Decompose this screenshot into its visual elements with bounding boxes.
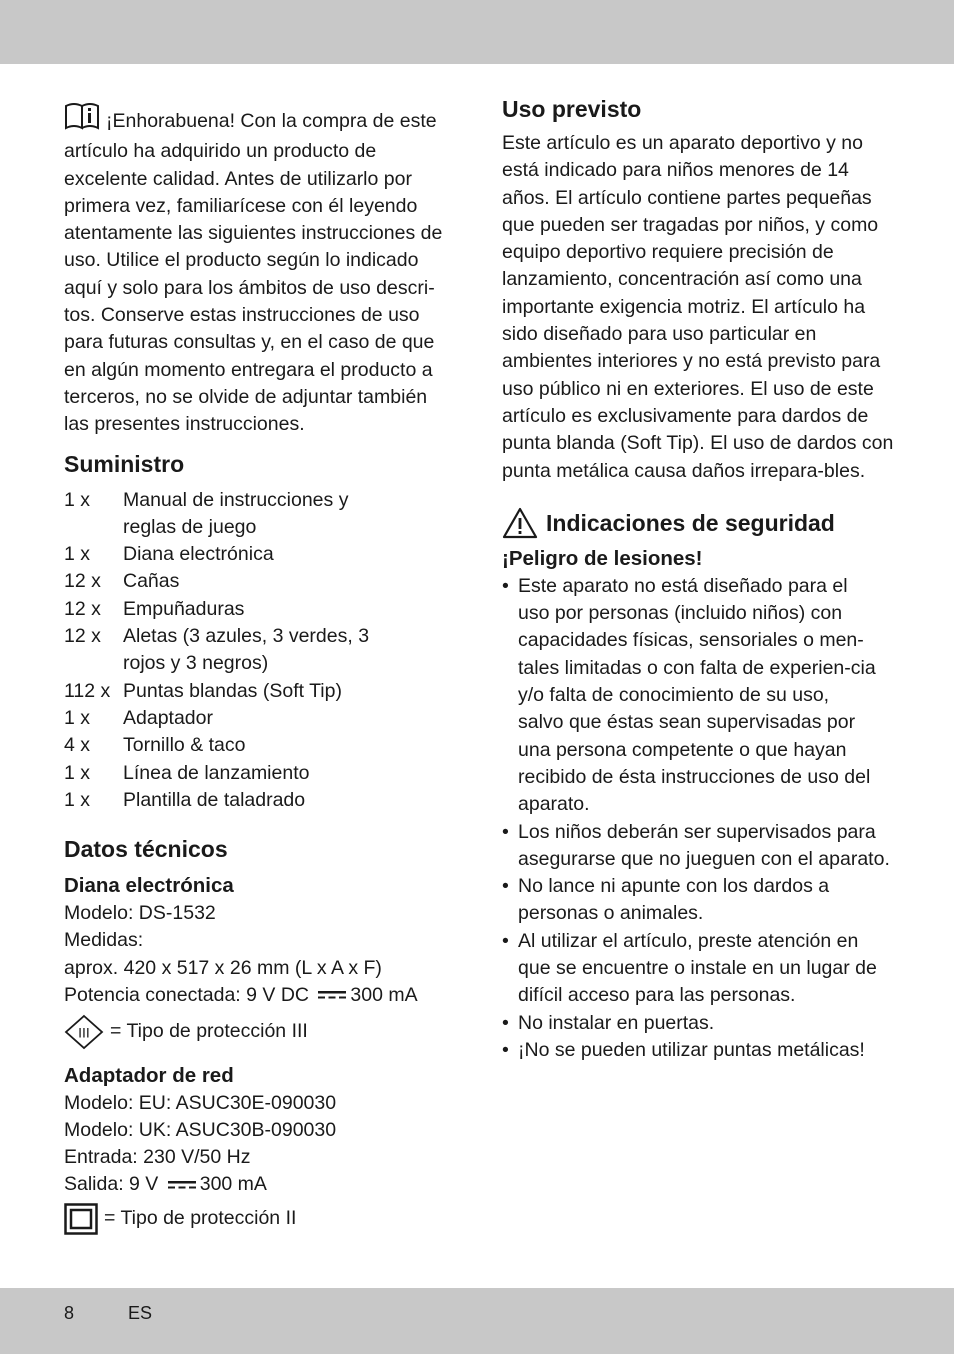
dartboard-model: Modelo: DS-1532 xyxy=(64,902,216,925)
intended-use-text: Este artículo es un aparato deportivo y no está indicado para niños menores de 14 años. El artículo contiene partes pequeñas que pueden ser tragadas por niños, y como equipo deportivo requiere precisión de lanzamiento, concentración así como una importante exigencia motriz. El artículo ha sido diseñado para uso particular en ambientes interiores y no está previsto para uso público ni en exteriores. El uso de este artículo es exclusivamente para dardos de punta blanda (Soft Tip). El uso de dardos con punta metálica causa daños irrepara-bles. xyxy=(502,132,894,482)
supply-list xyxy=(64,487,450,815)
list-item: 1 x Plantilla de taladrado xyxy=(64,788,306,811)
adapter-model-uk: Modelo: UK: ASUC30B-090030 xyxy=(64,1118,337,1141)
list-item: 1 x Manual de instrucciones y reglas de juego xyxy=(64,488,349,538)
list-item: 12 x Cañas xyxy=(64,570,180,593)
warning-triangle-icon xyxy=(502,507,538,539)
list-item: • ¡No se pueden utilizar puntas metálicas! xyxy=(502,1038,865,1061)
dartboard-dims-value: aprox. 420 x 517 x 26 mm (L x A x F) xyxy=(64,956,382,979)
protection-class-3: III = Tipo de protección III xyxy=(64,1014,450,1050)
list-item: 1 x Línea de lanzamiento xyxy=(64,761,310,784)
list-item: • No instalar en puertas. xyxy=(502,1011,715,1034)
language-code: ES xyxy=(128,1303,153,1323)
adapter-input: Entrada: 230 V/50 Hz xyxy=(64,1146,251,1169)
safety-list xyxy=(502,573,894,1064)
list-item: • No lance ni apunte con los dardos a personas o animales. xyxy=(502,875,830,925)
list-item: 112 x Puntas blandas (Soft Tip) xyxy=(64,679,342,702)
dc-symbol-icon xyxy=(168,1172,196,1199)
dartboard-dims-label: Medidas: xyxy=(64,929,144,952)
intended-use-heading: Uso previsto xyxy=(502,96,642,122)
adapter-heading: Adaptador de red xyxy=(64,1063,234,1087)
protection-class-3-icon xyxy=(64,1014,104,1050)
list-item: • Este aparato no está diseñado para el uso por personas (incluido niños) con capacidades físicas, sensoriales o men-tales limitadas o con falta de experien-cia y/o falta de conocimiento de su uso, salvo que éstas sean supervisadas por una persona competente o que hayan recibido de ésta instrucciones de uso del aparato. xyxy=(502,574,876,816)
list-item: 4 x Tornillo & taco xyxy=(64,734,246,757)
info-book-icon xyxy=(64,100,102,138)
intro-paragraph xyxy=(64,100,450,439)
tech-heading: Datos técnicos xyxy=(64,836,228,863)
page-number: 8 xyxy=(64,1303,75,1323)
adapter-model-eu: Modelo: EU: ASUC30E-090030 xyxy=(64,1091,337,1114)
list-item: • Los niños deberán ser supervisados para asegurarse que no jueguen con el aparato. xyxy=(502,820,890,870)
dartboard-heading: Diana electrónica xyxy=(64,874,234,898)
header-band xyxy=(0,0,954,64)
list-item: 1 x Adaptador xyxy=(64,706,213,729)
list-item: 1 x Diana electrónica xyxy=(64,543,274,566)
safety-heading: Indicaciones de seguridad xyxy=(546,509,835,536)
intro-text: ¡Enhorabuena! Con la compra de este artículo ha adquirido un producto de excelente calidad. Antes de utilizarlo por primera vez, familiarícese con él leyendo atentamente las siguientes instrucciones de uso. Utilice el producto según lo indicado aquí y solo para los ámbitos de uso descri-tos. Conserve estas instrucciones de uso para futuras consultas y, en el caso de que en algún momento entregara el producto a terceros, no se olvide de adjuntar también las presentes instrucciones. xyxy=(64,110,443,436)
list-item: • Al utilizar el artículo, preste atención en que se encuentre o instale en un lugar de difícil acceso para las personas. xyxy=(502,929,877,1007)
dc-symbol-icon xyxy=(318,982,346,1009)
safety-subheading: ¡Peligro de lesiones! xyxy=(502,546,703,570)
supply-heading: Suministro xyxy=(64,450,185,477)
adapter-output: Salida: 9 V 300 mA xyxy=(64,1171,450,1198)
list-item: 12 x Empuñaduras xyxy=(64,597,245,620)
safety-heading-row xyxy=(502,507,894,539)
protection-class-2: = Tipo de protección II xyxy=(64,1203,450,1235)
left-column xyxy=(64,100,450,1235)
right-column xyxy=(502,94,894,1064)
protection-class-2-icon xyxy=(64,1203,98,1235)
dartboard-power: Potencia conectada: 9 V DC 300 mA xyxy=(64,982,450,1009)
svg-text:III: III xyxy=(78,1024,90,1040)
list-item: 12 x Aletas (3 azules, 3 verdes, 3 rojos y 3 negros) xyxy=(64,625,370,675)
